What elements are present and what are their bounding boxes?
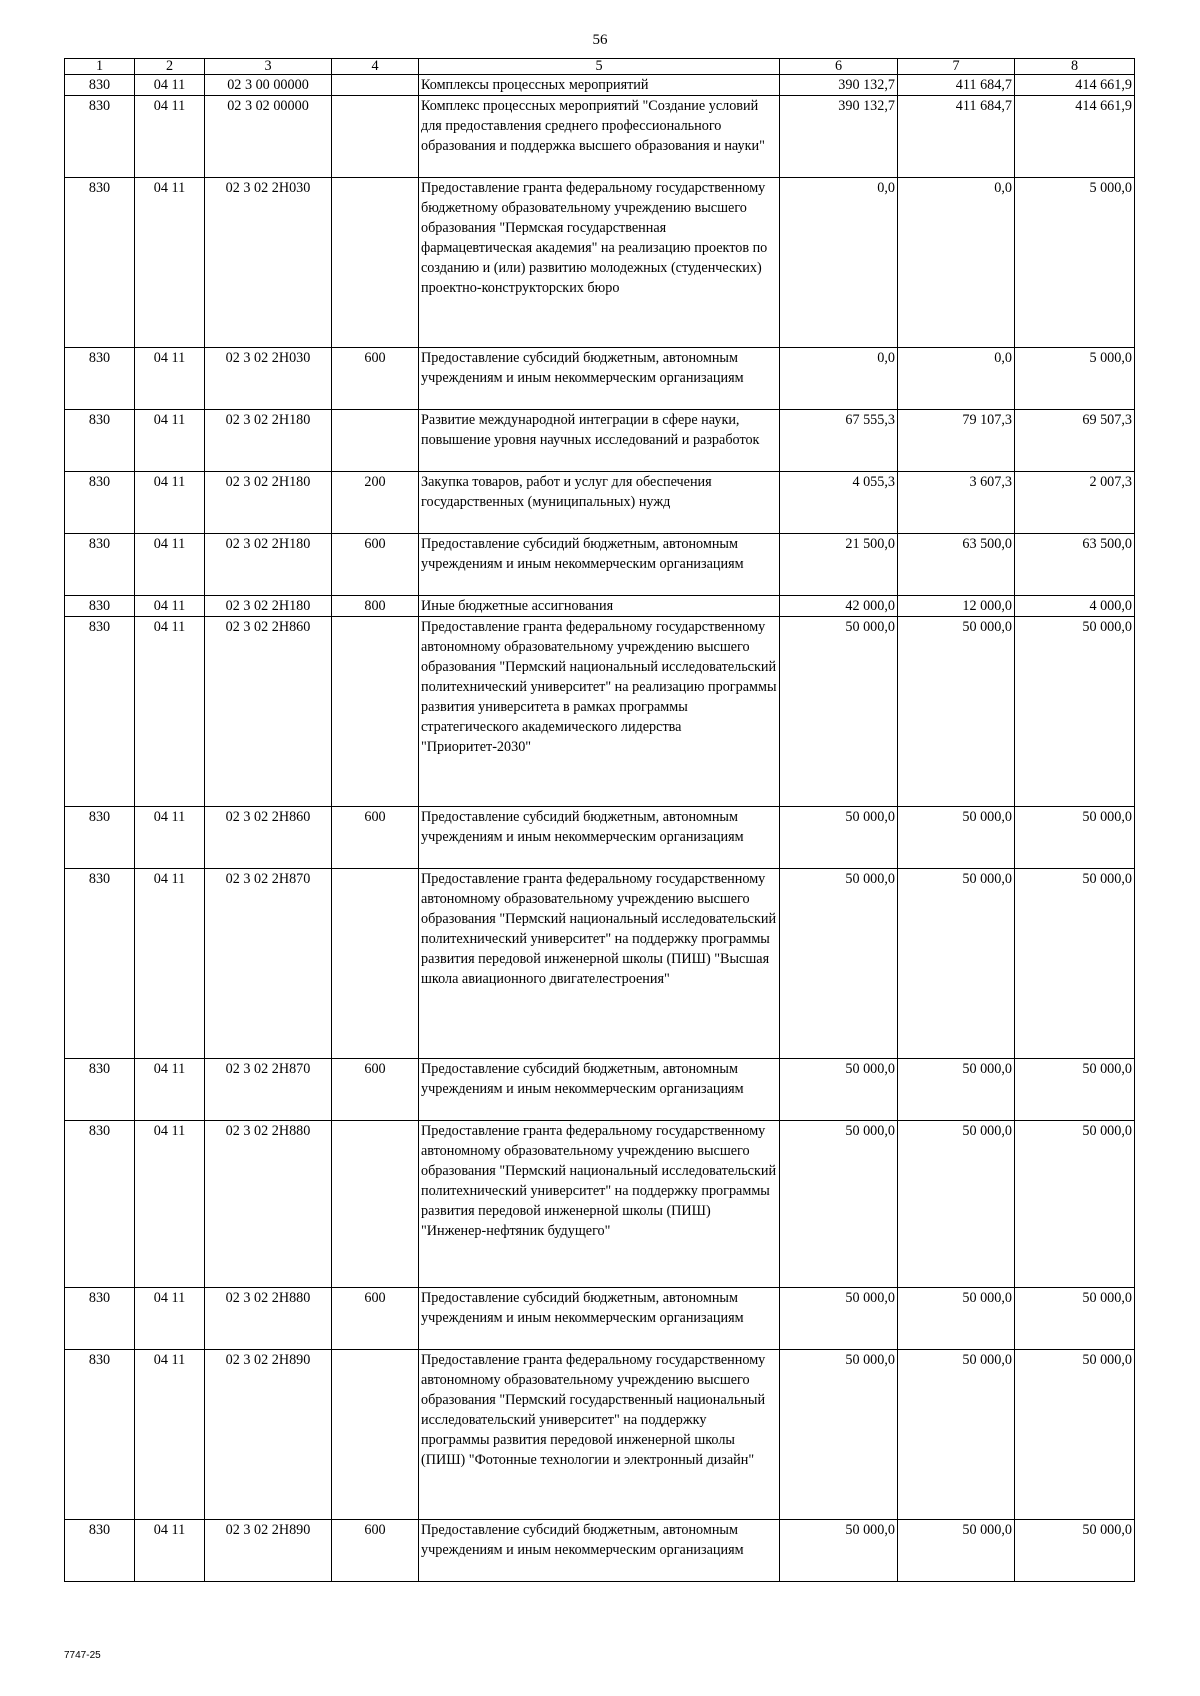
amount-year1-cell: 50 000,0 [780, 1059, 898, 1121]
section-code-cell: 04 11 [135, 1350, 205, 1520]
table-row [65, 807, 1135, 869]
expense-type-cell [332, 410, 419, 472]
description-cell: Предоставление гранта федеральному государственному автономному образовательному учреждению высшего образования "Пермский национальный исследовательский политехнический университет" на поддержку программы развития передовой инженерной школы (ПИШ) "Высшая школа авиационного двигателестроения" [419, 869, 780, 1059]
amount-year1-cell: 50 000,0 [780, 807, 898, 869]
amount-year2-cell: 50 000,0 [898, 869, 1015, 1059]
amount-year2-cell: 3 607,3 [898, 472, 1015, 534]
amount-year1-cell: 0,0 [780, 348, 898, 410]
ministry-code-cell: 830 [65, 1288, 135, 1350]
description-cell: Развитие международной интеграции в сфере науки, повышение уровня научных исследований и разработок [419, 410, 780, 472]
expense-type-cell: 600 [332, 1059, 419, 1121]
description-cell: Предоставление субсидий бюджетным, автономным учреждениям и иным некоммерческим организациям [419, 807, 780, 869]
amount-year2-cell: 63 500,0 [898, 534, 1015, 596]
section-code-cell: 04 11 [135, 1520, 205, 1582]
amount-year3-cell: 50 000,0 [1015, 1350, 1135, 1520]
column-header: 4 [332, 59, 419, 75]
section-code-cell: 04 11 [135, 96, 205, 178]
amount-year3-cell: 414 661,9 [1015, 75, 1135, 96]
amount-year3-cell: 50 000,0 [1015, 617, 1135, 807]
amount-year2-cell: 50 000,0 [898, 1059, 1015, 1121]
expense-type-cell [332, 75, 419, 96]
ministry-code-cell: 830 [65, 617, 135, 807]
amount-year2-cell: 411 684,7 [898, 75, 1015, 96]
table-row [65, 534, 1135, 596]
ministry-code-cell: 830 [65, 869, 135, 1059]
amount-year1-cell: 4 055,3 [780, 472, 898, 534]
table-row [65, 178, 1135, 348]
table-row [65, 1288, 1135, 1350]
amount-year3-cell: 50 000,0 [1015, 1059, 1135, 1121]
target-article-cell: 02 3 02 2H860 [205, 617, 332, 807]
expense-type-cell: 800 [332, 596, 419, 617]
expense-type-cell: 600 [332, 348, 419, 410]
amount-year3-cell: 5 000,0 [1015, 178, 1135, 348]
table-row [65, 596, 1135, 617]
target-article-cell: 02 3 02 2H890 [205, 1350, 332, 1520]
amount-year3-cell: 50 000,0 [1015, 869, 1135, 1059]
target-article-cell: 02 3 02 2H180 [205, 534, 332, 596]
table-body [65, 75, 1135, 1582]
amount-year1-cell: 50 000,0 [780, 1288, 898, 1350]
amount-year2-cell: 79 107,3 [898, 410, 1015, 472]
ministry-code-cell: 830 [65, 472, 135, 534]
amount-year2-cell: 12 000,0 [898, 596, 1015, 617]
amount-year1-cell: 42 000,0 [780, 596, 898, 617]
target-article-cell: 02 3 02 2H180 [205, 410, 332, 472]
table-row [65, 1121, 1135, 1288]
ministry-code-cell: 830 [65, 1350, 135, 1520]
amount-year1-cell: 50 000,0 [780, 1350, 898, 1520]
description-cell: Предоставление субсидий бюджетным, автономным учреждениям и иным некоммерческим организациям [419, 1059, 780, 1121]
column-header: 1 [65, 59, 135, 75]
amount-year2-cell: 50 000,0 [898, 807, 1015, 869]
table-row [65, 410, 1135, 472]
amount-year1-cell: 390 132,7 [780, 96, 898, 178]
target-article-cell: 02 3 02 2H880 [205, 1288, 332, 1350]
ministry-code-cell: 830 [65, 1121, 135, 1288]
amount-year2-cell: 411 684,7 [898, 96, 1015, 178]
expense-type-cell: 600 [332, 807, 419, 869]
amount-year1-cell: 50 000,0 [780, 1121, 898, 1288]
target-article-cell: 02 3 02 2H030 [205, 348, 332, 410]
expense-type-cell [332, 96, 419, 178]
expense-type-cell: 600 [332, 1520, 419, 1582]
table-row [65, 1350, 1135, 1520]
description-cell: Комплекс процессных мероприятий "Создание условий для предоставления среднего профессионального образования и поддержка высшего образования и науки" [419, 96, 780, 178]
amount-year1-cell: 50 000,0 [780, 869, 898, 1059]
section-code-cell: 04 11 [135, 869, 205, 1059]
description-cell: Предоставление гранта федеральному государственному автономному образовательному учреждению высшего образования "Пермский национальный исследовательский политехнический университет" на поддержку программы развития передовой инженерной школы (ПИШ) "Инженер-нефтяник будущего" [419, 1121, 780, 1288]
table-row [65, 472, 1135, 534]
target-article-cell: 02 3 02 2H030 [205, 178, 332, 348]
target-article-cell: 02 3 02 2H860 [205, 807, 332, 869]
section-code-cell: 04 11 [135, 1121, 205, 1288]
description-cell: Предоставление гранта федеральному государственному автономному образовательному учреждению высшего образования "Пермский государственный национальный исследовательский университет" на поддержку программы развития передовой инженерной школы (ПИШ) "Фотонные технологии и электронный дизайн" [419, 1350, 780, 1520]
section-code-cell: 04 11 [135, 807, 205, 869]
document-code: 7747-25 [64, 1650, 101, 1661]
description-cell: Иные бюджетные ассигнования [419, 596, 780, 617]
section-code-cell: 04 11 [135, 1288, 205, 1350]
amount-year1-cell: 50 000,0 [780, 1520, 898, 1582]
column-header: 5 [419, 59, 780, 75]
expense-type-cell: 600 [332, 1288, 419, 1350]
ministry-code-cell: 830 [65, 1520, 135, 1582]
amount-year3-cell: 50 000,0 [1015, 1121, 1135, 1288]
ministry-code-cell: 830 [65, 348, 135, 410]
amount-year2-cell: 50 000,0 [898, 1121, 1015, 1288]
target-article-cell: 02 3 02 2H890 [205, 1520, 332, 1582]
amount-year3-cell: 414 661,9 [1015, 96, 1135, 178]
description-cell: Предоставление субсидий бюджетным, автономным учреждениям и иным некоммерческим организациям [419, 534, 780, 596]
table-row [65, 869, 1135, 1059]
amount-year1-cell: 67 555,3 [780, 410, 898, 472]
amount-year3-cell: 50 000,0 [1015, 1520, 1135, 1582]
description-cell: Предоставление субсидий бюджетным, автономным учреждениям и иным некоммерческим организациям [419, 1520, 780, 1582]
section-code-cell: 04 11 [135, 534, 205, 596]
ministry-code-cell: 830 [65, 596, 135, 617]
target-article-cell: 02 3 02 2H870 [205, 1059, 332, 1121]
target-article-cell: 02 3 00 00000 [205, 75, 332, 96]
target-article-cell: 02 3 02 00000 [205, 96, 332, 178]
amount-year2-cell: 0,0 [898, 178, 1015, 348]
column-header: 7 [898, 59, 1015, 75]
section-code-cell: 04 11 [135, 410, 205, 472]
column-header: 2 [135, 59, 205, 75]
description-cell: Комплексы процессных мероприятий [419, 75, 780, 96]
expense-type-cell [332, 617, 419, 807]
ministry-code-cell: 830 [65, 410, 135, 472]
expense-type-cell [332, 1350, 419, 1520]
amount-year1-cell: 390 132,7 [780, 75, 898, 96]
amount-year2-cell: 0,0 [898, 348, 1015, 410]
amount-year1-cell: 0,0 [780, 178, 898, 348]
amount-year3-cell: 69 507,3 [1015, 410, 1135, 472]
description-cell: Предоставление субсидий бюджетным, автономным учреждениям и иным некоммерческим организациям [419, 348, 780, 410]
table-row [65, 348, 1135, 410]
table-row [65, 1520, 1135, 1582]
section-code-cell: 04 11 [135, 617, 205, 807]
header-row [65, 59, 1135, 75]
section-code-cell: 04 11 [135, 596, 205, 617]
column-header: 6 [780, 59, 898, 75]
expense-type-cell [332, 178, 419, 348]
table-row [65, 96, 1135, 178]
section-code-cell: 04 11 [135, 1059, 205, 1121]
column-header: 3 [205, 59, 332, 75]
ministry-code-cell: 830 [65, 807, 135, 869]
expense-type-cell: 200 [332, 472, 419, 534]
amount-year2-cell: 50 000,0 [898, 1350, 1015, 1520]
ministry-code-cell: 830 [65, 96, 135, 178]
ministry-code-cell: 830 [65, 75, 135, 96]
table-row [65, 75, 1135, 96]
description-cell: Предоставление субсидий бюджетным, автономным учреждениям и иным некоммерческим организациям [419, 1288, 780, 1350]
target-article-cell: 02 3 02 2H870 [205, 869, 332, 1059]
amount-year3-cell: 50 000,0 [1015, 1288, 1135, 1350]
description-cell: Закупка товаров, работ и услуг для обеспечения государственных (муниципальных) нужд [419, 472, 780, 534]
budget-table [64, 58, 1135, 1582]
section-code-cell: 04 11 [135, 75, 205, 96]
ministry-code-cell: 830 [65, 534, 135, 596]
ministry-code-cell: 830 [65, 1059, 135, 1121]
expense-type-cell: 600 [332, 534, 419, 596]
ministry-code-cell: 830 [65, 178, 135, 348]
amount-year3-cell: 2 007,3 [1015, 472, 1135, 534]
section-code-cell: 04 11 [135, 178, 205, 348]
amount-year2-cell: 50 000,0 [898, 1288, 1015, 1350]
amount-year1-cell: 21 500,0 [780, 534, 898, 596]
column-header: 8 [1015, 59, 1135, 75]
amount-year3-cell: 4 000,0 [1015, 596, 1135, 617]
amount-year1-cell: 50 000,0 [780, 617, 898, 807]
table-row [65, 1059, 1135, 1121]
amount-year2-cell: 50 000,0 [898, 617, 1015, 807]
page-number: 56 [592, 32, 608, 48]
amount-year3-cell: 5 000,0 [1015, 348, 1135, 410]
section-code-cell: 04 11 [135, 348, 205, 410]
expense-type-cell [332, 869, 419, 1059]
expense-type-cell [332, 1121, 419, 1288]
target-article-cell: 02 3 02 2H180 [205, 596, 332, 617]
description-cell: Предоставление гранта федеральному государственному автономному образовательному учреждению высшего образования "Пермский национальный исследовательский политехнический университет" на реализацию программы развития университета в рамках программы стратегического академического лидерства "Приоритет-2030" [419, 617, 780, 807]
table-row [65, 617, 1135, 807]
target-article-cell: 02 3 02 2H180 [205, 472, 332, 534]
description-cell: Предоставление гранта федеральному государственному бюджетному образовательному учреждению высшего образования "Пермская государственная фармацевтическая академия" на реализацию проектов по созданию и (или) развитию молодежных (студенческих) проектно-конструкторских бюро [419, 178, 780, 348]
target-article-cell: 02 3 02 2H880 [205, 1121, 332, 1288]
section-code-cell: 04 11 [135, 472, 205, 534]
amount-year2-cell: 50 000,0 [898, 1520, 1015, 1582]
amount-year3-cell: 63 500,0 [1015, 534, 1135, 596]
amount-year3-cell: 50 000,0 [1015, 807, 1135, 869]
